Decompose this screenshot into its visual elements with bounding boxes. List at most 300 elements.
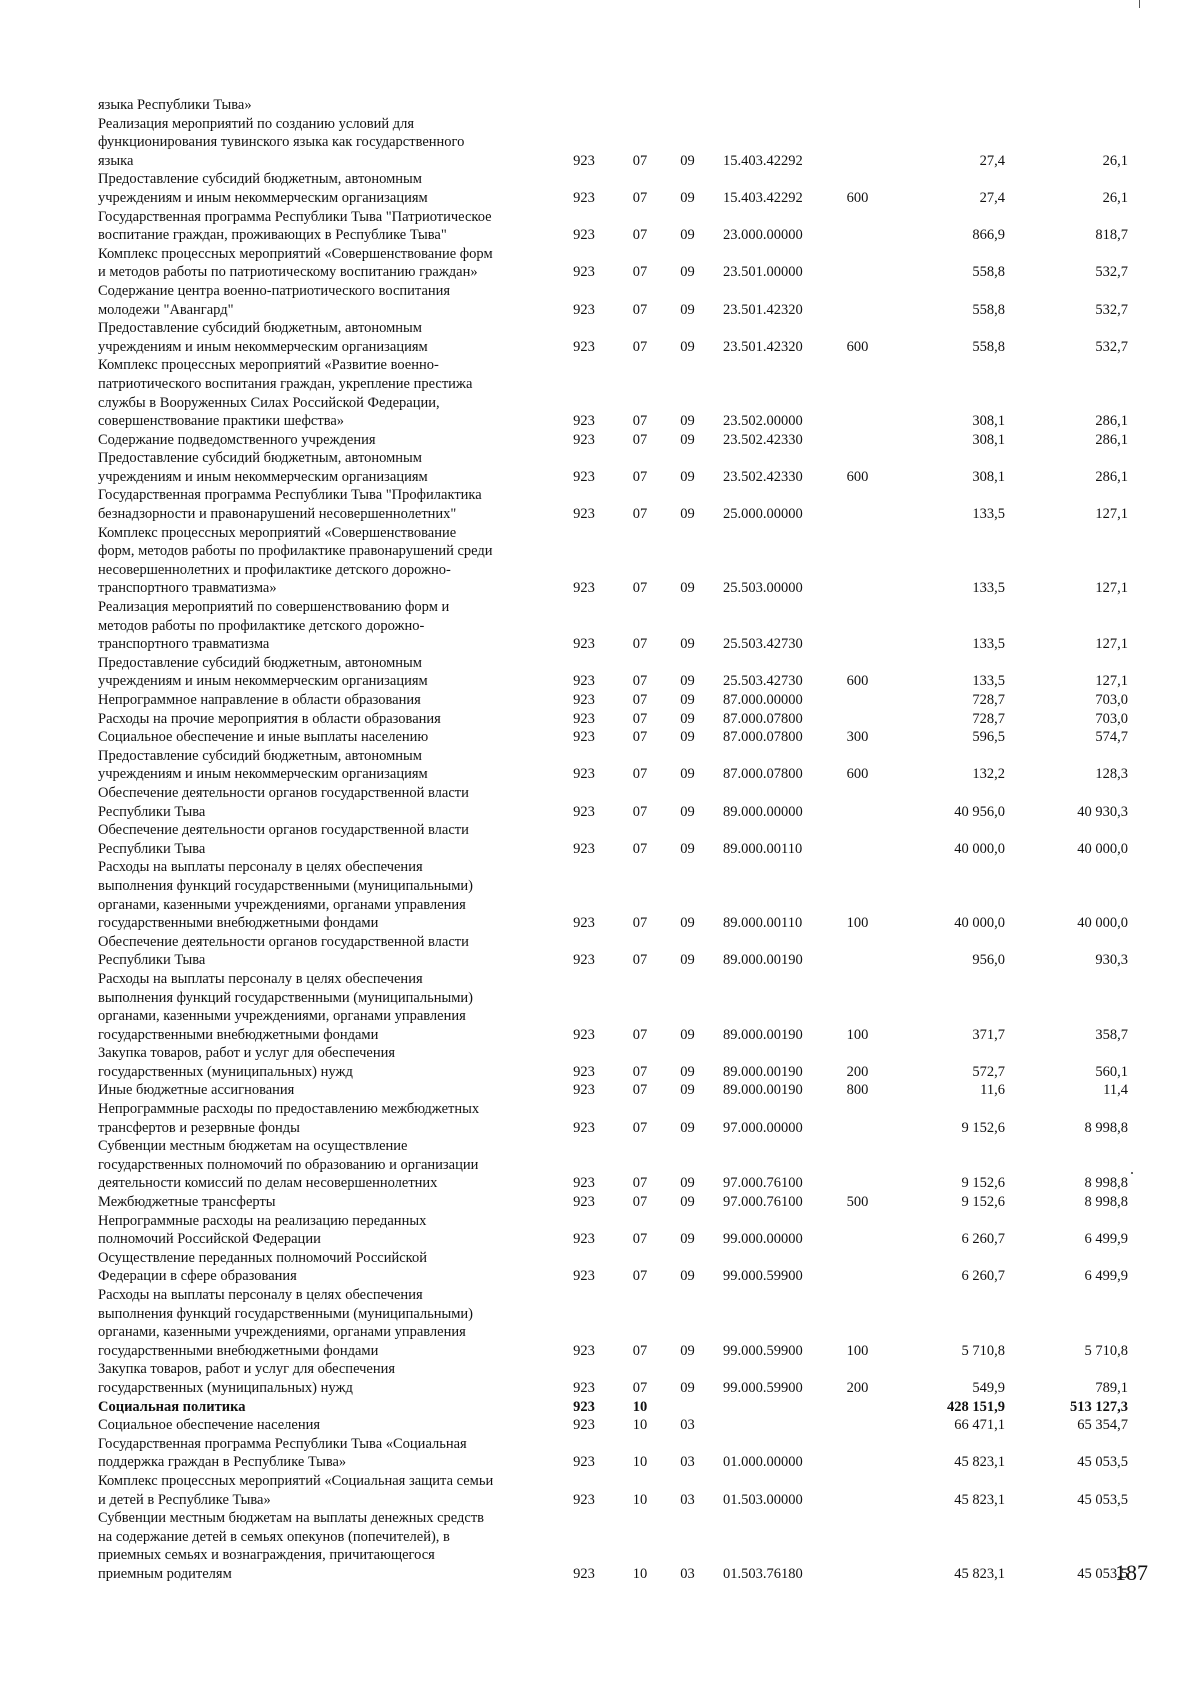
amount-year-1: 9 152,6 — [961, 1119, 1005, 1136]
amount-year-2: 6 499,9 — [1084, 1268, 1128, 1285]
target-article-code: 23.501.00000 — [723, 264, 803, 281]
expense-type-code: 300 — [846, 729, 869, 746]
amount-year-1: 549,9 — [972, 1379, 1005, 1396]
amount-year-2: 703,0 — [1095, 710, 1128, 727]
section-code: 07 — [632, 338, 648, 355]
target-article-code: 87.000.07800 — [723, 729, 803, 746]
table-row — [98, 821, 1128, 858]
ministry-code: 923 — [573, 189, 595, 206]
section-code: 07 — [632, 431, 648, 448]
amount-year-1: 40 000,0 — [954, 915, 1005, 932]
amount-year-1: 6 260,7 — [961, 1268, 1005, 1285]
subsection-code: 09 — [680, 1231, 695, 1248]
row-description — [98, 96, 548, 115]
row-description — [98, 1137, 548, 1193]
subsection-code: 09 — [680, 1119, 695, 1136]
table-row — [98, 170, 1128, 207]
row-description — [98, 1212, 548, 1249]
amount-year-2: 532,7 — [1095, 264, 1128, 281]
ministry-code: 923 — [573, 729, 595, 746]
section-code: 07 — [632, 952, 648, 969]
description-line: Государственная программа Республики Тыва «Социальная — [98, 1435, 467, 1452]
table-row — [98, 598, 1128, 654]
description-line: учреждениям и иным некоммерческим организациям — [98, 189, 428, 206]
row-description — [98, 691, 548, 710]
description-line: Комплекс процессных мероприятий «Совершенствование — [98, 524, 457, 541]
description-line: транспортного травматизма — [98, 636, 270, 653]
expense-type-code: 200 — [846, 1379, 869, 1396]
table-row — [98, 486, 1128, 523]
target-article-code: 15.403.42292 — [723, 152, 803, 169]
table-row — [98, 431, 1128, 450]
amount-year-1: 45 823,1 — [954, 1491, 1005, 1508]
amount-year-2: 40 000,0 — [1077, 915, 1128, 932]
subsection-code: 09 — [680, 1175, 695, 1192]
section-code: 07 — [632, 189, 648, 206]
description-line: поддержка граждан в Республике Тыва» — [98, 1454, 347, 1471]
row-description — [98, 524, 548, 598]
description-line: Республики Тыва — [98, 803, 206, 820]
subsection-code: 09 — [680, 1342, 695, 1359]
amount-year-2: 532,7 — [1095, 338, 1128, 355]
description-line: Социальное обеспечение и иные выплаты населению — [98, 729, 429, 746]
subsection-code: 09 — [680, 431, 695, 448]
target-article-code: 99.000.59900 — [723, 1268, 803, 1285]
table-row — [98, 710, 1128, 729]
amount-year-1: 5 710,8 — [961, 1342, 1005, 1359]
section-code: 10 — [632, 1417, 648, 1434]
row-description — [98, 1509, 548, 1583]
description-line: Предоставление субсидий бюджетным, автономным — [98, 450, 422, 467]
amount-year-2: 6 499,9 — [1084, 1231, 1128, 1248]
subsection-code: 09 — [680, 729, 695, 746]
table-row — [98, 1193, 1128, 1212]
row-description — [98, 1416, 548, 1435]
amount-year-1: 40 956,0 — [954, 803, 1005, 820]
amount-year-1: 11,6 — [980, 1082, 1005, 1099]
ministry-code: 923 — [573, 264, 595, 281]
subsection-code: 09 — [680, 227, 695, 244]
row-description — [98, 208, 548, 245]
description-line: Закупка товаров, работ и услуг для обеспечения — [98, 1361, 396, 1378]
subsection-code: 09 — [680, 952, 695, 969]
amount-year-2: 8 998,8 — [1084, 1175, 1128, 1192]
row-description — [98, 858, 548, 932]
amount-year-1: 558,8 — [972, 264, 1005, 281]
section-code: 07 — [632, 468, 648, 485]
amount-year-2: 560,1 — [1095, 1063, 1128, 1080]
description-line: приемным родителям — [98, 1565, 232, 1582]
amount-year-1: 558,8 — [972, 301, 1005, 318]
description-line: выполнения функций государственными (муниципальными) — [98, 1305, 474, 1322]
ministry-code: 923 — [573, 1342, 595, 1359]
description-line: Непрограммное направление в области образования — [98, 692, 421, 708]
description-line: и детей в Республике Тыва» — [98, 1491, 271, 1508]
section-code: 07 — [632, 1268, 648, 1285]
table-row — [98, 858, 1128, 932]
subsection-code: 09 — [680, 840, 695, 857]
description-line: Государственная программа Республики Тыва "Патриотическое — [98, 208, 492, 225]
amount-year-1: 133,5 — [972, 506, 1005, 523]
target-article-code: 01.000.00000 — [723, 1454, 803, 1471]
subsection-code: 09 — [680, 1063, 695, 1080]
amount-year-1: 728,7 — [972, 692, 1005, 708]
amount-year-2: 26,1 — [1102, 152, 1128, 169]
scan-mark — [1139, 0, 1140, 8]
section-code: 07 — [632, 1194, 648, 1211]
amount-year-1: 558,8 — [972, 338, 1005, 355]
row-description — [98, 784, 548, 821]
row-description — [98, 1044, 548, 1081]
description-line: выполнения функций государственными (муниципальными) — [98, 877, 474, 894]
target-article-code: 89.000.00190 — [723, 1026, 803, 1043]
description-line: Субвенции местным бюджетам на выплаты денежных средств — [98, 1510, 485, 1527]
subsection-code: 09 — [680, 1026, 695, 1043]
section-code: 07 — [632, 636, 648, 653]
table-row — [98, 1044, 1128, 1081]
table-row — [98, 96, 1128, 115]
row-description — [98, 933, 548, 970]
subsection-code: 09 — [680, 152, 695, 169]
description-line: Комплекс процессных мероприятий «Социальная защита семьи — [98, 1472, 494, 1489]
amount-year-2: 45 053,5 — [1077, 1565, 1128, 1582]
description-line: молодежи "Авангард" — [98, 301, 234, 318]
amount-year-1: 428 151,9 — [947, 1398, 1005, 1415]
target-article-code: 99.000.00000 — [723, 1231, 803, 1248]
description-line: языка Республики Тыва» — [98, 97, 252, 113]
page-number: 187 — [1115, 1560, 1148, 1585]
table-row — [98, 319, 1128, 356]
description-line: Субвенции местным бюджетам на осуществление — [98, 1138, 408, 1155]
section-code: 07 — [632, 1175, 648, 1192]
row-description — [98, 1398, 548, 1417]
table-row — [98, 356, 1128, 430]
description-line: Обеспечение деятельности органов государственной власти — [98, 933, 469, 950]
amount-year-2: 40 000,0 — [1077, 840, 1128, 857]
description-line: государственными внебюджетными фондами — [98, 1026, 379, 1043]
description-line: функционирования тувинского языка как государственного — [98, 134, 465, 151]
section-code: 07 — [632, 692, 648, 708]
ministry-code: 923 — [573, 1379, 595, 1396]
description-line: органами, казенными учреждениями, органами управления — [98, 896, 466, 913]
table-row — [98, 1081, 1128, 1100]
description-line: Социальное обеспечение населения — [98, 1417, 321, 1434]
description-line: выполнения функций государственными (муниципальными) — [98, 989, 474, 1006]
section-code: 07 — [632, 1379, 648, 1396]
section-code: 10 — [632, 1565, 648, 1582]
description-line: на содержание детей в семьях опекунов (попечителей), в — [98, 1528, 450, 1545]
ministry-code: 923 — [573, 580, 595, 597]
amount-year-1: 66 471,1 — [954, 1417, 1005, 1434]
description-line: Иные бюджетные ассигнования — [98, 1082, 295, 1099]
target-article-code: 23.502.00000 — [723, 413, 803, 430]
amount-year-1: 9 152,6 — [961, 1194, 1005, 1211]
table-row — [98, 115, 1128, 171]
row-description — [98, 1100, 548, 1137]
amount-year-2: 8 998,8 — [1084, 1194, 1128, 1211]
description-line: Предоставление субсидий бюджетным, автономным — [98, 171, 422, 188]
table-row — [98, 1416, 1128, 1435]
subsection-code: 09 — [680, 468, 695, 485]
row-description — [98, 970, 548, 1044]
amount-year-1: 9 152,6 — [961, 1175, 1005, 1192]
description-line: безнадзорности и правонарушений несовершеннолетних" — [98, 506, 457, 523]
row-description — [98, 598, 548, 654]
target-article-code: 99.000.59900 — [723, 1379, 803, 1396]
description-line: патриотического воспитания граждан, укрепление престижа — [98, 375, 473, 392]
amount-year-2: 45 053,5 — [1077, 1454, 1128, 1471]
section-code: 07 — [632, 580, 648, 597]
expense-type-code: 100 — [846, 1026, 869, 1043]
subsection-code: 09 — [680, 413, 695, 430]
description-line: Обеспечение деятельности органов государственной власти — [98, 784, 469, 801]
description-line: государственных (муниципальных) нужд — [98, 1379, 353, 1396]
target-article-code: 97.000.00000 — [723, 1119, 803, 1136]
description-line: государственных (муниципальных) нужд — [98, 1063, 353, 1080]
amount-year-2: 128,3 — [1095, 766, 1128, 783]
ministry-code: 923 — [573, 1268, 595, 1285]
target-article-code: 01.503.00000 — [723, 1491, 803, 1508]
table-row — [98, 1509, 1128, 1583]
amount-year-2: 818,7 — [1095, 227, 1128, 244]
ministry-code: 923 — [573, 840, 595, 857]
subsection-code: 09 — [680, 673, 695, 690]
description-line: несовершеннолетних и профилактике детского дорожно- — [98, 561, 451, 578]
section-code: 07 — [632, 915, 648, 932]
table-row — [98, 1212, 1128, 1249]
row-description — [98, 356, 548, 430]
amount-year-1: 45 823,1 — [954, 1454, 1005, 1471]
description-line: и методов работы по патриотическому воспитанию граждан» — [98, 264, 478, 281]
row-description — [98, 821, 548, 858]
row-description — [98, 1193, 548, 1212]
row-description — [98, 486, 548, 523]
amount-year-2: 127,1 — [1095, 506, 1128, 523]
amount-year-2: 127,1 — [1095, 636, 1128, 653]
description-line: учреждениям и иным некоммерческим организациям — [98, 673, 428, 690]
description-line: Предоставление субсидий бюджетным, автономным — [98, 654, 422, 671]
target-article-code: 87.000.07800 — [723, 766, 803, 783]
description-line: деятельности комиссий по делам несовершеннолетних — [98, 1175, 438, 1192]
target-article-code: 23.501.42320 — [723, 301, 803, 318]
ministry-code: 923 — [573, 1565, 595, 1582]
section-code: 07 — [632, 1082, 648, 1099]
description-line: учреждениям и иным некоммерческим организациям — [98, 468, 428, 485]
expense-type-code: 600 — [846, 189, 869, 206]
subsection-code: 09 — [680, 692, 695, 708]
row-description — [98, 1081, 548, 1100]
ministry-code: 923 — [573, 766, 595, 783]
expense-type-code: 600 — [846, 338, 869, 355]
ministry-code: 923 — [573, 506, 595, 523]
target-article-code: 25.503.00000 — [723, 580, 803, 597]
section-code: 07 — [632, 301, 648, 318]
description-line: полномочий Российской Федерации — [98, 1231, 321, 1248]
amount-year-1: 308,1 — [972, 468, 1005, 485]
subsection-code: 09 — [680, 264, 695, 281]
row-description — [98, 1472, 548, 1509]
amount-year-1: 133,5 — [972, 636, 1005, 653]
amount-year-1: 45 823,1 — [954, 1565, 1005, 1582]
target-article-code: 89.000.00190 — [723, 1082, 803, 1099]
row-description — [98, 747, 548, 784]
row-description — [98, 431, 548, 450]
ministry-code: 923 — [573, 710, 595, 727]
description-line: Предоставление субсидий бюджетным, автономным — [98, 747, 422, 764]
ministry-code: 923 — [573, 1454, 595, 1471]
description-line: органами, казенными учреждениями, органами управления — [98, 1008, 466, 1025]
expense-type-code: 600 — [846, 673, 869, 690]
target-article-code: 89.000.00110 — [723, 915, 803, 932]
expense-type-code: 100 — [846, 915, 869, 932]
target-article-code: 23.501.42320 — [723, 338, 803, 355]
description-line: Содержание центра военно-патриотического воспитания — [98, 282, 451, 299]
ministry-code: 923 — [573, 1026, 595, 1043]
target-article-code: 97.000.76100 — [723, 1175, 803, 1192]
amount-year-2: 65 354,7 — [1077, 1417, 1128, 1434]
table-row — [98, 728, 1128, 747]
description-line: приемных семьях и вознаграждения, причитающегося — [98, 1547, 435, 1564]
row-description — [98, 1360, 548, 1397]
subsection-code: 09 — [680, 189, 695, 206]
ministry-code: 923 — [573, 338, 595, 355]
subsection-code: 09 — [680, 636, 695, 653]
section-code: 07 — [632, 710, 648, 727]
section-code: 07 — [632, 729, 648, 746]
table-row — [98, 524, 1128, 598]
section-code: 07 — [632, 766, 648, 783]
description-line: Содержание подведомственного учреждения — [98, 431, 376, 448]
amount-year-2: 40 930,3 — [1077, 803, 1128, 820]
amount-year-2: 286,1 — [1095, 413, 1128, 430]
description-line: трансфертов и резервные фонды — [98, 1119, 300, 1136]
target-article-code: 01.503.76180 — [723, 1565, 803, 1582]
amount-year-1: 308,1 — [972, 413, 1005, 430]
section-code: 10 — [632, 1454, 648, 1471]
table-row — [98, 1360, 1128, 1397]
subsection-code: 09 — [680, 301, 695, 318]
description-line: Осуществление переданных полномочий Российской — [98, 1249, 427, 1266]
table-row — [98, 933, 1128, 970]
amount-year-1: 6 260,7 — [961, 1231, 1005, 1248]
ministry-code: 923 — [573, 1119, 595, 1136]
expense-type-code: 500 — [846, 1194, 869, 1211]
ministry-code: 923 — [573, 227, 595, 244]
description-line: службы в Вооруженных Силах Российской Федерации, — [98, 394, 440, 411]
section-code: 07 — [632, 227, 648, 244]
amount-year-2: 127,1 — [1095, 673, 1128, 690]
row-description — [98, 170, 548, 207]
amount-year-1: 40 000,0 — [954, 840, 1005, 857]
section-code: 10 — [632, 1398, 648, 1415]
row-description — [98, 245, 548, 282]
table-row — [98, 245, 1128, 282]
amount-year-2: 930,3 — [1095, 952, 1128, 969]
amount-year-2: 11,4 — [1103, 1082, 1128, 1099]
ministry-code: 923 — [573, 301, 595, 318]
description-line: Межбюджетные трансферты — [98, 1194, 276, 1211]
section-code: 10 — [632, 1491, 648, 1508]
amount-year-1: 572,7 — [972, 1063, 1005, 1080]
ministry-code: 923 — [573, 803, 595, 820]
amount-year-2: 127,1 — [1095, 580, 1128, 597]
amount-year-1: 866,9 — [972, 227, 1005, 244]
description-line: Комплекс процессных мероприятий «Совершенствование форм — [98, 245, 493, 262]
section-code: 07 — [632, 1063, 648, 1080]
description-line: форм, методов работы по профилактике правонарушений среди — [98, 543, 493, 560]
section-code: 07 — [632, 803, 648, 820]
ministry-code: 923 — [573, 1231, 595, 1248]
section-code: 07 — [632, 1231, 648, 1248]
description-line: Государственная программа Республики Тыва "Профилактика — [98, 487, 482, 504]
description-line: Комплекс процессных мероприятий «Развитие военно- — [98, 357, 439, 374]
section-code: 07 — [632, 673, 648, 690]
amount-year-2: 703,0 — [1095, 692, 1128, 708]
section-code: 07 — [632, 1026, 648, 1043]
description-line: Социальная политика — [98, 1398, 246, 1415]
target-article-code: 89.000.00000 — [723, 803, 803, 820]
target-article-code: 25.503.42730 — [723, 636, 803, 653]
amount-year-2: 286,1 — [1095, 468, 1128, 485]
subsection-code: 09 — [680, 710, 695, 727]
amount-year-2: 532,7 — [1095, 301, 1128, 318]
ministry-code: 923 — [573, 1175, 595, 1192]
subsection-code: 09 — [680, 338, 695, 355]
row-description — [98, 319, 548, 356]
section-code: 07 — [632, 413, 648, 430]
subsection-code: 09 — [680, 506, 695, 523]
ministry-code: 923 — [573, 673, 595, 690]
expense-type-code: 200 — [846, 1063, 869, 1080]
description-line: учреждениям и иным некоммерческим организациям — [98, 766, 428, 783]
ministry-code: 923 — [573, 1082, 595, 1099]
description-line: языка — [98, 152, 134, 169]
table-row — [98, 1435, 1128, 1472]
amount-year-1: 133,5 — [972, 580, 1005, 597]
ministry-code: 923 — [573, 1398, 595, 1415]
subsection-code: 03 — [680, 1454, 695, 1471]
section-code: 07 — [632, 506, 648, 523]
table-row — [98, 1286, 1128, 1360]
table-row — [98, 747, 1128, 784]
target-article-code: 23.000.00000 — [723, 227, 803, 244]
description-line: Расходы на выплаты персоналу в целях обеспечения — [98, 1287, 423, 1303]
row-description — [98, 1435, 548, 1472]
subsection-code: 09 — [680, 1082, 695, 1099]
table-row — [98, 208, 1128, 245]
section-code: 07 — [632, 152, 648, 169]
target-article-code: 87.000.07800 — [723, 710, 803, 727]
subsection-code: 09 — [680, 915, 695, 932]
target-article-code: 25.000.00000 — [723, 506, 803, 523]
row-description — [98, 710, 548, 729]
description-line: транспортного травматизма» — [98, 580, 277, 597]
ministry-code: 923 — [573, 468, 595, 485]
description-line: органами, казенными учреждениями, органами управления — [98, 1324, 466, 1341]
budget-table — [98, 96, 1128, 1584]
ministry-code: 923 — [573, 152, 595, 169]
ministry-code: 923 — [573, 952, 595, 969]
table-row — [98, 282, 1128, 319]
amount-year-1: 596,5 — [972, 729, 1005, 746]
amount-year-2: 513 127,3 — [1070, 1398, 1128, 1415]
amount-year-1: 371,7 — [972, 1026, 1005, 1043]
description-line: Закупка товаров, работ и услуг для обеспечения — [98, 1045, 396, 1062]
table-row — [98, 1472, 1128, 1509]
table-row — [98, 970, 1128, 1044]
amount-year-2: 286,1 — [1095, 431, 1128, 448]
row-description — [98, 1249, 548, 1286]
